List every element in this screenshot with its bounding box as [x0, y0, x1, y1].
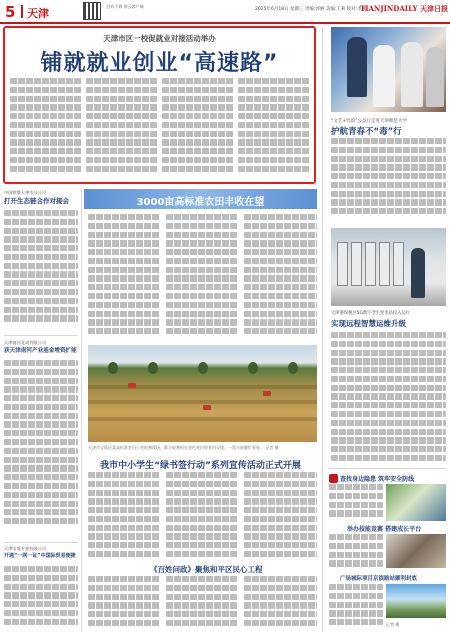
- page-number: 5: [5, 3, 16, 21]
- cabinet-shape: [365, 242, 376, 286]
- column-rule: [322, 26, 323, 632]
- right-bottom-headline-1[interactable]: 查找身边隐患 筑牢安全防线: [340, 476, 415, 483]
- brief-kicker: 天津宝坻专安有限公司: [4, 546, 46, 551]
- field-stripe: [88, 385, 317, 389]
- brief-kicker: 中国铁塔天津市分公司: [4, 190, 46, 195]
- tree-shape: [198, 362, 208, 374]
- lead-body-col-4: [238, 78, 310, 178]
- section-divider: [21, 5, 23, 18]
- gov-body-col-3: [244, 576, 317, 632]
- worker-figure: [411, 248, 425, 298]
- brief-1-body: [4, 210, 78, 330]
- cabinet-shape: [379, 242, 390, 286]
- tree-shape: [288, 362, 298, 374]
- brief-headline: 打开生态链合作对接会: [4, 197, 69, 205]
- substation-photo[interactable]: [331, 228, 446, 306]
- cabinet-shape: [393, 242, 404, 286]
- brief-kicker: 天津南河北成有限公司: [4, 340, 46, 345]
- qr-caption: 扫码下载 津云客户端: [106, 4, 144, 9]
- column-rule: [81, 188, 82, 632]
- masthead: TIANJINDAILY 天津日报: [360, 4, 448, 13]
- top-right-headline[interactable]: 护航青春不“毒”行: [331, 127, 402, 137]
- field-stripe: [88, 400, 317, 404]
- right-mid-headline[interactable]: 实现远程智慧运维升级: [331, 319, 406, 328]
- story-rule: [328, 468, 446, 469]
- farmland-headline[interactable]: 3000亩高标准农田丰收在望: [136, 197, 265, 208]
- brief-2[interactable]: [4, 340, 78, 354]
- safety-check-photo[interactable]: [386, 484, 446, 521]
- brief-3-body: [4, 566, 78, 632]
- right-bottom-headline-3[interactable]: 广场城际项目京滨路站顺利封底: [340, 576, 418, 582]
- top-right-kicker: “文艺+竹韵”公益行走进天津师范大学: [331, 119, 407, 124]
- gov-qa-headline[interactable]: 《百姓问政》聚焦和平区民心工程: [150, 565, 263, 574]
- cabinet-shape: [337, 242, 348, 286]
- tree-shape: [148, 362, 158, 374]
- gov-body-col-2: [166, 576, 238, 632]
- person-figure: [373, 45, 395, 107]
- date-line: 2025年6月18日 星期三 责编:郭丽 美编:王莉 校对:李刚: [255, 7, 367, 12]
- farm-body-col-1: [88, 214, 160, 342]
- cabinet-shape: [351, 242, 362, 286]
- farm-body-col-2: [166, 214, 238, 342]
- brief-2-body: [4, 360, 78, 540]
- qr-code-icon[interactable]: [83, 2, 101, 20]
- harvester-shape: [128, 383, 136, 388]
- brief-1[interactable]: [4, 190, 78, 205]
- lead-body-col-1: [10, 78, 82, 178]
- green-body-col-2: [166, 472, 238, 560]
- tree-shape: [108, 362, 118, 374]
- lead-kicker: 天津市区一校促就业对接活动举办: [103, 34, 216, 43]
- person-figure: [347, 37, 367, 97]
- green-bookmark-headline[interactable]: 我市中小学生“绿书签行动”系列宣传活动正式开展: [100, 461, 301, 471]
- right-bottom-body-1: [329, 484, 383, 522]
- lead-body-col-2: [86, 78, 158, 178]
- news-bullet-icon: [329, 474, 338, 483]
- harvester-shape: [263, 391, 271, 396]
- right-bottom-headline-2[interactable]: 举办技能竞赛 搭建成长平台: [347, 526, 422, 533]
- farm-body-col-3: [244, 214, 317, 342]
- lead-headline[interactable]: 铺就就业创业“高速路”: [40, 51, 279, 76]
- green-body-col-3: [244, 472, 317, 560]
- right-bottom-body-2: [329, 534, 383, 570]
- brief-rule: [4, 542, 78, 543]
- person-figure: [401, 42, 423, 107]
- brief-headline: 获天津南河产业基金增资扩能: [4, 348, 77, 354]
- top-right-body: [331, 138, 446, 220]
- right-mid-kicker: 天津港保税区5G数字孪生变电站投入运行: [331, 311, 411, 316]
- wheat-harvest-photo[interactable]: [88, 345, 317, 442]
- green-body-col-1: [88, 472, 160, 560]
- harvester-shape: [203, 405, 211, 410]
- construction-site-photo[interactable]: [386, 584, 446, 618]
- right-mid-body: [331, 332, 446, 464]
- lead-body-col-3: [162, 78, 234, 178]
- volunteers-photo[interactable]: [331, 27, 446, 112]
- section-name: 天津: [27, 7, 49, 20]
- brief-headline: 开通“一网一证”中国际贸易便捷: [4, 553, 76, 559]
- field-stripe: [88, 417, 317, 421]
- gov-body-col-1: [88, 576, 160, 632]
- skills-contest-photo[interactable]: [386, 534, 446, 568]
- person-figure: [426, 47, 444, 107]
- brief-rule: [4, 335, 78, 336]
- brief-3[interactable]: [4, 546, 78, 559]
- photo-caption: 天津市宝坻区某高标准农田小麦收割现场，联合收割机在金色麦田里来回穿梭，一派丰收繁忙景象。 记者 摄: [88, 445, 279, 450]
- right-bottom-body-3: [329, 584, 383, 628]
- tree-shape: [248, 362, 258, 374]
- photo-credit: 记者 摄: [386, 622, 400, 627]
